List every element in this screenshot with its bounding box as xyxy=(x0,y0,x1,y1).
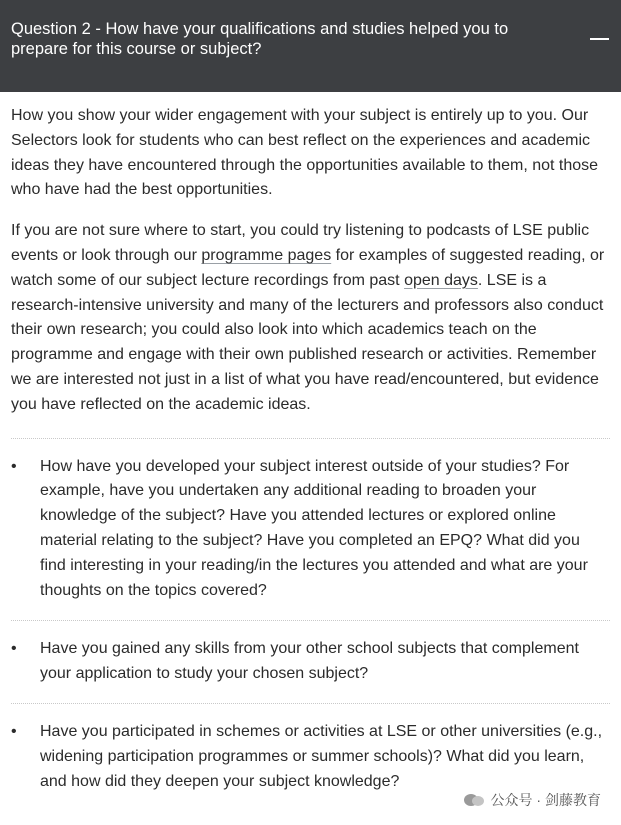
list-item-text: Have you gained any skills from your other school subjects that complement your application to study your chosen subject? xyxy=(40,640,579,682)
list-item-text: Have you participated in schemes or activities at LSE or other universities (e.g., widening participation programmes or summer schools)? What did you learn, and how did they deepen your subject knowledge? xyxy=(40,722,603,790)
intro-paragraph: How you show your wider engagement with your subject is entirely up to you. Our Selectors look for students who can best reflect on the experiences and academic ideas they have encountered through the opportunities available to them, not those who have had the best opportunities. xyxy=(11,107,599,199)
accordion-body xyxy=(0,92,621,795)
list-item xyxy=(11,637,610,687)
list-item-text: How have you developed your subject interest outside of your studies? For example, have you undertaken any additional reading to broaden your knowledge of the subject? Have you attended lectures or explored online material relating to the subject? Have you completed an EPQ? What did you find interesting in your reading/in the lectures you attended and what are your thoughts on the topics covered? xyxy=(40,457,588,600)
divider xyxy=(11,620,610,621)
guidance-text-1: If you are not sure where to start, you could try listening to podcasts of LSE public events or look through our xyxy=(11,222,590,264)
bullet-icon: • xyxy=(11,457,17,475)
divider xyxy=(11,438,610,439)
guidance-paragraph xyxy=(11,219,610,417)
watermark xyxy=(463,790,601,810)
open-days-link[interactable]: open days xyxy=(404,271,478,289)
question-title: Question 2 - How have your qualifications and studies helped you to prepare for this course or subject? xyxy=(11,20,509,58)
watermark-text: 公众号 · 剑藤教育 xyxy=(490,792,601,808)
bullet-icon: • xyxy=(11,722,17,740)
list-item xyxy=(11,455,610,604)
divider xyxy=(11,703,610,704)
guidance-text-3: . LSE is a research-intensive university and many of the lecturers and professors also conduct their own research; you could also look into which academics teach on the programme and engage with their own published research or activities. Remember we are interested not just in a list of what you have read/encountered, but evidence you have reflected on the academic ideas. xyxy=(11,271,604,413)
bullet-icon: • xyxy=(11,640,17,657)
wechat-icon xyxy=(463,793,485,807)
guidance-text-2: for examples of suggested reading, or watch some of our subject lecture recordings from past xyxy=(11,246,605,289)
list-item xyxy=(11,720,610,795)
programme-pages-link[interactable]: programme pages xyxy=(201,246,332,264)
accordion-header[interactable] xyxy=(0,0,621,92)
collapse-icon[interactable] xyxy=(590,38,609,40)
